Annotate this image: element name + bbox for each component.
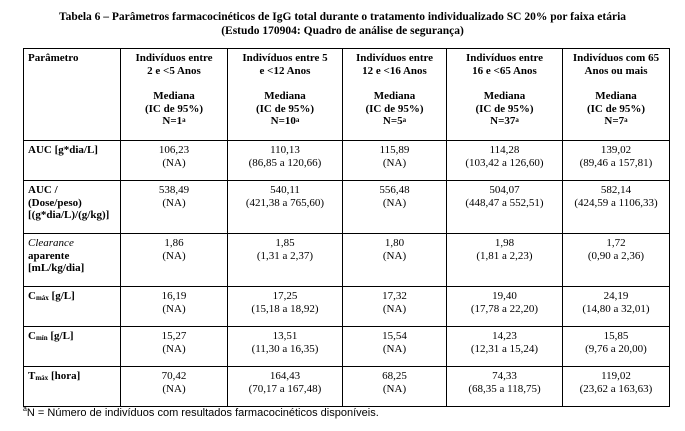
header-n-sup: a bbox=[624, 116, 628, 124]
table-cell bbox=[343, 141, 447, 181]
cell-median: 538,49 bbox=[158, 184, 190, 196]
table-cell bbox=[563, 327, 670, 367]
header-n-value: N=37 bbox=[490, 115, 516, 127]
header-ci: (IC de 95%) bbox=[586, 102, 646, 115]
table-cell bbox=[121, 181, 228, 234]
title-line-1: Tabela 6 – Parâmetros farmacocinéticos de IgG total durante o tratamento individualizado SC 20% por faixa etária bbox=[58, 11, 627, 23]
table-cell bbox=[563, 181, 670, 234]
cell-median: 1,98 bbox=[494, 237, 515, 249]
cell-median: 17,25 bbox=[272, 290, 298, 302]
cell-median: 115,89 bbox=[379, 144, 410, 156]
header-n-value: N=7 bbox=[604, 115, 625, 127]
cell-median: 68,25 bbox=[382, 370, 407, 382]
footnote-text: N = Número de indivíduos com resultados farmacocinéticos disponíveis. bbox=[26, 407, 379, 419]
cell-median: 139,02 bbox=[600, 144, 632, 156]
table-cell bbox=[343, 234, 447, 287]
cell-ci: (9,76 a 20,00) bbox=[585, 342, 647, 355]
table-cell bbox=[121, 327, 228, 367]
cell-median: 16,19 bbox=[161, 290, 187, 302]
header-group-label: Indivíduos entre bbox=[135, 52, 213, 64]
header-group-label: e <12 Anos bbox=[259, 64, 311, 77]
header-group-label: Indivíduos entre 5 bbox=[242, 52, 328, 64]
table-cell bbox=[447, 141, 563, 181]
header-ci: (IC de 95%) bbox=[365, 102, 424, 115]
header-group-label: Anos ou mais bbox=[584, 64, 648, 77]
table-cell bbox=[121, 234, 228, 287]
header-group-label: 12 e <16 Anos bbox=[362, 64, 427, 77]
cell-median: 14,23 bbox=[492, 330, 517, 342]
cell-ci: (1,31 a 2,37) bbox=[256, 249, 314, 262]
cell-median: 19,40 bbox=[492, 290, 517, 302]
table-cell bbox=[563, 287, 670, 327]
pk-parameters-table bbox=[23, 48, 670, 407]
cell-median: 1,80 bbox=[384, 237, 405, 249]
cell-median: 15,85 bbox=[603, 330, 629, 342]
table-cell bbox=[121, 367, 228, 407]
cell-ci: (NA) bbox=[382, 156, 407, 169]
header-n bbox=[451, 115, 558, 128]
table-cell bbox=[447, 287, 563, 327]
param-line: Clearance bbox=[28, 237, 74, 249]
param-line: (Dose/peso) bbox=[28, 196, 82, 209]
table-cell bbox=[563, 367, 670, 407]
row-parameter-cmin: Cmín [g/L] bbox=[24, 327, 121, 367]
cell-ci: (15,18 a 18,92) bbox=[251, 302, 319, 315]
table-row bbox=[24, 141, 670, 181]
table-cell bbox=[447, 327, 563, 367]
row-parameter-auc: AUC [g*dia/L] bbox=[24, 141, 121, 181]
header-group-2 bbox=[228, 49, 343, 141]
table-cell bbox=[228, 327, 343, 367]
cell-median: 70,42 bbox=[161, 370, 187, 382]
cell-median: 504,07 bbox=[489, 184, 520, 196]
header-n-sup: a bbox=[295, 116, 300, 124]
cell-ci: (NA) bbox=[162, 196, 186, 209]
header-row bbox=[24, 49, 670, 141]
cell-median: 110,13 bbox=[270, 144, 300, 156]
cell-ci: (0,90 a 2,36) bbox=[587, 249, 645, 262]
cell-ci: (89,46 a 157,81) bbox=[579, 156, 653, 169]
table-row bbox=[24, 181, 670, 234]
header-n-sup: a bbox=[182, 116, 186, 124]
header-ci: (IC de 95%) bbox=[255, 102, 315, 115]
cell-median: 15,54 bbox=[382, 330, 407, 342]
table-cell bbox=[343, 327, 447, 367]
cell-ci: (14,80 a 32,01) bbox=[582, 302, 650, 315]
table-cell bbox=[343, 181, 447, 234]
header-n bbox=[347, 115, 442, 128]
header-n-sup: a bbox=[515, 116, 519, 124]
table-cell bbox=[228, 287, 343, 327]
header-n-value: N=10 bbox=[270, 115, 296, 127]
header-median: Mediana bbox=[483, 90, 526, 102]
param-line: [(g*dia/L)/(g/kg)] bbox=[28, 209, 110, 221]
cell-median: 74,33 bbox=[492, 370, 517, 382]
cell-ci: (NA) bbox=[162, 342, 186, 355]
header-parameter: Parâmetro bbox=[24, 49, 121, 141]
param-line: [mL/kg/dia] bbox=[28, 262, 85, 274]
header-n bbox=[232, 115, 338, 128]
cell-ci: (68,35 a 118,75) bbox=[468, 382, 541, 395]
cell-ci: (23,62 a 163,63) bbox=[579, 382, 653, 395]
row-parameter-auc-dose bbox=[24, 181, 121, 234]
cell-ci: (NA) bbox=[162, 382, 186, 395]
row-parameter-tmax: Tmáx [hora] bbox=[24, 367, 121, 407]
table-cell bbox=[343, 367, 447, 407]
header-group-4 bbox=[447, 49, 563, 141]
table-cell bbox=[563, 141, 670, 181]
table-cell bbox=[121, 287, 228, 327]
table-cell bbox=[343, 287, 447, 327]
header-group-label: Indivíduos entre bbox=[355, 52, 434, 64]
table-cell bbox=[447, 234, 563, 287]
table-row bbox=[24, 234, 670, 287]
cell-ci: (70,17 a 167,48) bbox=[248, 382, 322, 395]
param-line: AUC / bbox=[28, 184, 58, 196]
row-parameter-clearance bbox=[24, 234, 121, 287]
header-group-label: 16 e <65 Anos bbox=[472, 64, 537, 77]
header-median: Mediana bbox=[153, 90, 195, 102]
header-n bbox=[125, 115, 223, 128]
cell-median: 119,02 bbox=[601, 370, 631, 382]
table-cell bbox=[447, 367, 563, 407]
cell-median: 114,28 bbox=[489, 144, 520, 156]
header-group-1 bbox=[121, 49, 228, 141]
cell-ci: (NA) bbox=[382, 249, 407, 262]
cell-ci: (NA) bbox=[382, 342, 407, 355]
cell-median: 540,11 bbox=[270, 184, 300, 196]
header-median: Mediana bbox=[373, 90, 416, 102]
footnote-sup: a bbox=[23, 406, 27, 413]
cell-ci: (NA) bbox=[162, 156, 186, 169]
header-group-3 bbox=[343, 49, 447, 141]
cell-ci: (86,85 a 120,66) bbox=[248, 156, 322, 169]
cell-ci: (NA) bbox=[382, 302, 407, 315]
table-row bbox=[24, 287, 670, 327]
table-title bbox=[0, 10, 685, 38]
header-n-sup: a bbox=[402, 116, 407, 124]
cell-median: 582,14 bbox=[600, 184, 632, 196]
cell-median: 1,72 bbox=[606, 237, 626, 249]
header-group-5 bbox=[563, 49, 670, 141]
header-ci: (IC de 95%) bbox=[144, 102, 204, 115]
cell-ci: (NA) bbox=[382, 196, 407, 209]
table-cell bbox=[563, 234, 670, 287]
title-line-2: (Estudo 170904: Quadro de análise de segurança) bbox=[221, 25, 464, 37]
cell-ci: (448,47 a 552,51) bbox=[465, 196, 544, 209]
cell-ci: (NA) bbox=[162, 302, 186, 315]
header-n-value: N=1 bbox=[162, 115, 183, 127]
cell-ci: (12,31 a 15,24) bbox=[470, 342, 539, 355]
cell-median: 164,43 bbox=[269, 370, 301, 382]
header-group-label: Indivíduos entre bbox=[465, 52, 544, 64]
header-n bbox=[567, 115, 665, 128]
cell-median: 1,85 bbox=[275, 237, 295, 249]
header-group-label: Indivíduos com 65 bbox=[572, 52, 660, 64]
cell-median: 1,86 bbox=[164, 237, 184, 249]
table-cell bbox=[228, 181, 343, 234]
param-line: aparente bbox=[28, 249, 70, 262]
cell-ci: (17,78 a 22,20) bbox=[470, 302, 539, 315]
cell-median: 15,27 bbox=[161, 330, 187, 342]
cell-ci: (424,59 a 1106,33) bbox=[574, 196, 658, 209]
table-cell bbox=[228, 367, 343, 407]
cell-ci: (NA) bbox=[382, 382, 407, 395]
header-median: Mediana bbox=[264, 90, 306, 102]
table-row bbox=[24, 367, 670, 407]
table-cell bbox=[228, 141, 343, 181]
table-cell bbox=[447, 181, 563, 234]
cell-median: 13,51 bbox=[272, 330, 298, 342]
table-row bbox=[24, 327, 670, 367]
cell-ci: (NA) bbox=[162, 249, 186, 262]
table-cell bbox=[121, 141, 228, 181]
footnote bbox=[23, 407, 379, 419]
cell-median: 24,19 bbox=[603, 290, 629, 302]
cell-ci: (11,30 a 16,35) bbox=[251, 342, 319, 355]
cell-median: 106,23 bbox=[158, 144, 190, 156]
table-cell bbox=[228, 234, 343, 287]
row-parameter-cmax: Cmáx [g/L] bbox=[24, 287, 121, 327]
header-n-value: N=5 bbox=[382, 115, 403, 127]
cell-ci: (103,42 a 126,60) bbox=[465, 156, 544, 169]
cell-ci: (421,38 a 765,60) bbox=[245, 196, 325, 209]
cell-ci: (1,81 a 2,23) bbox=[476, 249, 533, 262]
header-ci: (IC de 95%) bbox=[475, 102, 534, 115]
header-median: Mediana bbox=[595, 90, 637, 102]
cell-median: 556,48 bbox=[379, 184, 410, 196]
cell-median: 17,32 bbox=[382, 290, 407, 302]
header-group-label: 2 e <5 Anos bbox=[147, 64, 201, 77]
